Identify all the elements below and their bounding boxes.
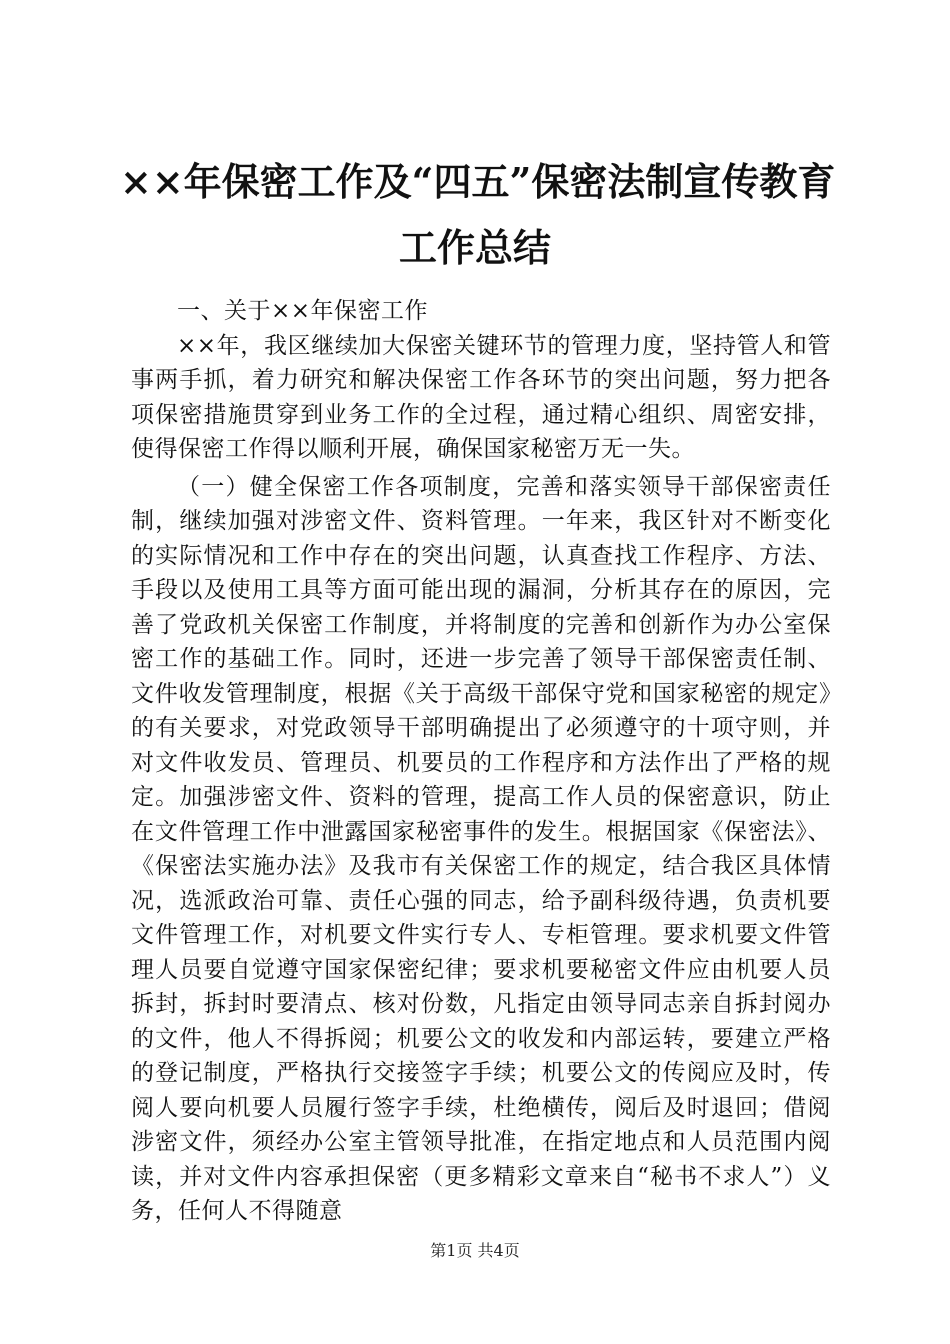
document-title-line-2: 工作总结	[398, 225, 551, 270]
section-heading: 一、关于××年保密工作	[177, 298, 429, 324]
document-body	[131, 294, 831, 1229]
paragraph-intro: ××年，我区继续加大保密关键环节的管理力度，坚持管人和管事两手抓，着力研究和解决保密工作各环节的突出问题，努力把各项保密措施贯穿到业务工作的全过程，通过精心组织、周密安排，使得保密工作得以顺利开展，确保国家秘密万无一失。	[131, 332, 831, 462]
page-number-footer: 第1页 共4页	[430, 1241, 520, 1260]
document-title-line-1: ××年保密工作及“四五”保密法制宣传教育	[120, 159, 836, 204]
paragraph-section-1: （一）健全保密工作各项制度，完善和落实领导干部保密责任制，继续加强对涉密文件、资料管理。一年来，我区针对不断变化的实际情况和工作中存在的突出问题，认真查找工作程序、方法、手段以及使用工具等方面可能出现的漏洞，分析其存在的原因，完善了党政机关保密工作制度，并将制度的完善和创新作为办公室保密工作的基础工作。同时，还进一步完善了领导干部保密责任制、文件收发管理制度，根据《关于高级干部保守党和国家秘密的规定》的有关要求，对党政领导干部明确提出了必须遵守的十项守则，并对文件收发员、管理员、机要员的工作程序和方法作出了严格的规定。加强涉密文件、资料的管理，提高工作人员的保密意识，防止在文件管理工作中泄露国家秘密事件的发生。根据国家《保密法》、《保密法实施办法》及我市有关保密工作的规定，结合我区具体情况，选派政治可靠、责任心强的同志，给予副科级待遇，负责机要文件管理工作，对机要文件实行专人、专柜管理。要求机要文件管理人员要自觉遵守国家保密纪律；要求机要秘密文件应由机要人员拆封，拆封时要清点、核对份数，凡指定由领导同志亲自拆封阅办的文件，他人不得拆阅；机要公文的收发和内部运转，要建立严格的登记制度，严格执行交接签字手续；机要公文的传阅应及时，传阅人要向机要人员履行签字手续，杜绝横传，阅后及时退回；借阅涉密文件，须经办公室主管领导批准，在指定地点和人员范围内阅读，并对文件内容承担保密（更多精彩文章来自“秘书不求人”）义务，任何人不得随意	[131, 473, 831, 1224]
